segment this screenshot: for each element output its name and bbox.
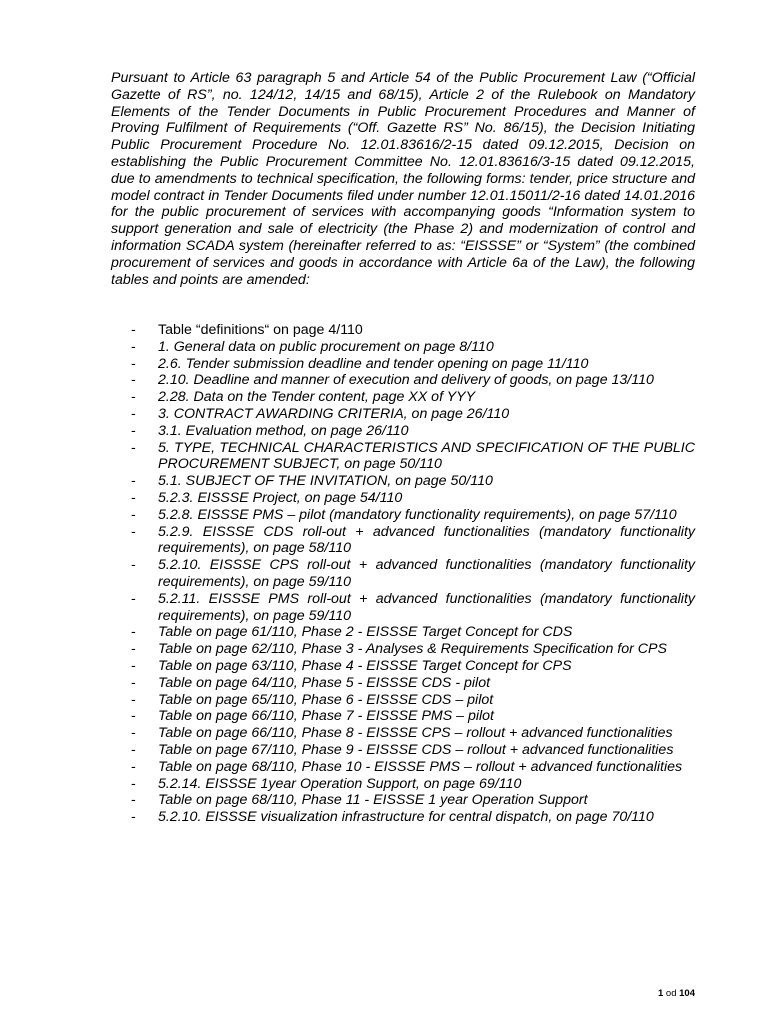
list-item (111, 339, 695, 356)
bullet-dash: - (131, 389, 136, 406)
list-item-text: 5.2.10. EISSSE CPS roll-out + advanced functionalities (mandatory functionality requirements), on page 59/110 (158, 557, 695, 590)
list-item (111, 792, 695, 809)
bullet-dash: - (131, 439, 136, 456)
list-item-text: 3. CONTRACT AWARDING CRITERIA, on page 26/110 (158, 405, 510, 422)
bullet-dash: - (131, 792, 136, 809)
bullet-dash: - (131, 641, 136, 658)
list-item (111, 809, 695, 826)
list-item (111, 473, 695, 490)
list-item (111, 507, 695, 524)
list-item-text: Table on page 68/110, Phase 10 - EISSSE PMS – rollout + advanced functionalities (158, 758, 683, 775)
list-item-text: 5.1. SUBJECT OF THE INVITATION, on page 50/110 (158, 473, 493, 490)
list-item (111, 372, 695, 389)
list-item-text: Table “definitions“ on page 4/110 (158, 322, 363, 338)
list-item (111, 440, 695, 474)
bullet-dash: - (131, 741, 136, 758)
page-number-separator: od (665, 988, 677, 999)
list-item (111, 557, 695, 591)
bullet-dash: - (131, 758, 136, 775)
bullet-dash: - (131, 809, 136, 826)
list-item-text: 3.1. Evaluation method, on page 26/110 (158, 422, 409, 439)
list-item (111, 322, 695, 339)
bullet-dash: - (131, 405, 136, 422)
list-item (111, 725, 695, 742)
list-item (111, 389, 695, 406)
list-item-text: 1. General data on public procurement on page 8/110 (158, 338, 494, 355)
list-item-text: Table on page 61/110, Phase 2 - EISSSE Target Concept for CDS (158, 624, 573, 641)
list-item (111, 356, 695, 373)
bullet-dash: - (131, 322, 136, 338)
bullet-dash: - (131, 338, 136, 355)
bullet-dash: - (131, 506, 136, 523)
bullet-dash: - (131, 708, 136, 725)
list-item (111, 675, 695, 692)
list-item (111, 692, 695, 709)
list-item-text: 5.2.3. EISSSE Project, on page 54/110 (158, 489, 403, 506)
list-item-text: 5.2.8. EISSSE PMS – pilot (mandatory functionality requirements), on page 57/110 (158, 506, 677, 523)
list-item-text: Table on page 67/110, Phase 9 - EISSSE CDS – rollout + advanced functionalities (158, 741, 674, 758)
list-item-text: 5.2.11. EISSSE PMS roll-out + advanced functionalities (mandatory functionality requirements), on page 59/110 (158, 590, 695, 624)
list-item (111, 641, 695, 658)
list-item-text: 2.28. Data on the Tender content, page XX of YYY (158, 389, 476, 406)
list-item-text: 5.2.9. EISSSE CDS roll-out + advanced functionalities (mandatory functionality requirements), on page 58/110 (158, 523, 695, 557)
list-item (111, 423, 695, 440)
bullet-dash: - (131, 674, 136, 691)
bullet-dash: - (131, 624, 136, 641)
list-item (111, 708, 695, 725)
bullet-dash: - (131, 422, 136, 439)
list-item (111, 524, 695, 558)
bullet-dash: - (131, 657, 136, 674)
intro-paragraph: Pursuant to Article 63 paragraph 5 and Article 54 of the Public Procurement Law (“Official Gazette of RS”, no. 124/12, 14/15 and 68/15), Article 2 of the Rulebook on Mandatory Elements of the Tender Documents in Public Procurement Procedures and Manner of Proving Fulfilment of Requirements (“Off. Gazette RS” No. 86/15), the Decision Initiating Public Procurement Procedure No. 12.01.83616/2-15 dated 09.12.2015, Decision on establishing the Public Procurement Committee No. 12.01.83616/3-15 dated 09.12.2015, due to amendments to technical specification, the following forms: tender, price structure and model contract in Tender Documents filed under number 12.01.15011/2-16 dated 14.01.2016 for the public procurement of services with accompanying goods “Information system to support generation and sale of electricity (the Phase 2) and modernization of control and information SCADA system (hereinafter referred to as: “EISSSE” or “System” (the combined procurement of services and goods in accordance with Article 6a of the Law), the following tables and points are amended: (111, 70, 695, 288)
bullet-dash: - (131, 473, 136, 490)
list-item-text: Table on page 66/110, Phase 8 - EISSSE CPS – rollout + advanced functionalities (158, 725, 673, 742)
bullet-dash: - (131, 775, 136, 792)
list-item-text: Table on page 65/110, Phase 6 - EISSSE CDS – pilot (158, 691, 494, 708)
bullet-dash: - (131, 355, 136, 372)
bullet-dash: - (131, 725, 136, 742)
bullet-dash: - (131, 489, 136, 506)
list-item-text: Table on page 68/110, Phase 11 - EISSSE 1 year Operation Support (158, 792, 588, 809)
current-page-number: 1 (657, 988, 664, 999)
bullet-dash: - (131, 523, 136, 540)
list-item-text: Table on page 66/110, Phase 7 - EISSSE PMS – pilot (158, 708, 494, 725)
bullet-dash: - (131, 372, 136, 389)
list-item-text: 5.2.14. EISSSE 1year Operation Support, on page 69/110 (158, 775, 522, 792)
list-item-text: Table on page 62/110, Phase 3 - Analyses & Requirements Specification for CPS (158, 641, 667, 658)
list-item (111, 742, 695, 759)
bullet-dash: - (131, 691, 136, 708)
list-item-text: 5.2.10. EISSSE visualization infrastructure for central dispatch, on page 70/110 (158, 809, 654, 826)
list-item (111, 406, 695, 423)
list-item (111, 759, 695, 776)
list-item-text: 5. TYPE, TECHNICAL CHARACTERISTICS AND SPECIFICATION OF THE PUBLIC PROCUREMENT SUBJECT, on page 50/110 (158, 439, 695, 473)
list-item (111, 776, 695, 793)
list-item-text: Table on page 63/110, Phase 4 - EISSSE Target Concept for CPS (158, 657, 572, 674)
list-item (111, 624, 695, 641)
amendment-list (111, 322, 695, 826)
page-number (658, 988, 695, 1000)
bullet-dash: - (131, 590, 136, 607)
list-item (111, 591, 695, 625)
list-item-text: Table on page 64/110, Phase 5 - EISSSE CDS - pilot (158, 674, 491, 691)
bullet-dash: - (131, 557, 136, 574)
list-item-text: 2.10. Deadline and manner of execution and delivery of goods, on page 13/110 (158, 372, 654, 389)
list-item (111, 658, 695, 675)
total-pages-number: 104 (679, 988, 695, 999)
list-item-text: 2.6. Tender submission deadline and tender opening on page 11/110 (158, 355, 589, 372)
list-item (111, 490, 695, 507)
